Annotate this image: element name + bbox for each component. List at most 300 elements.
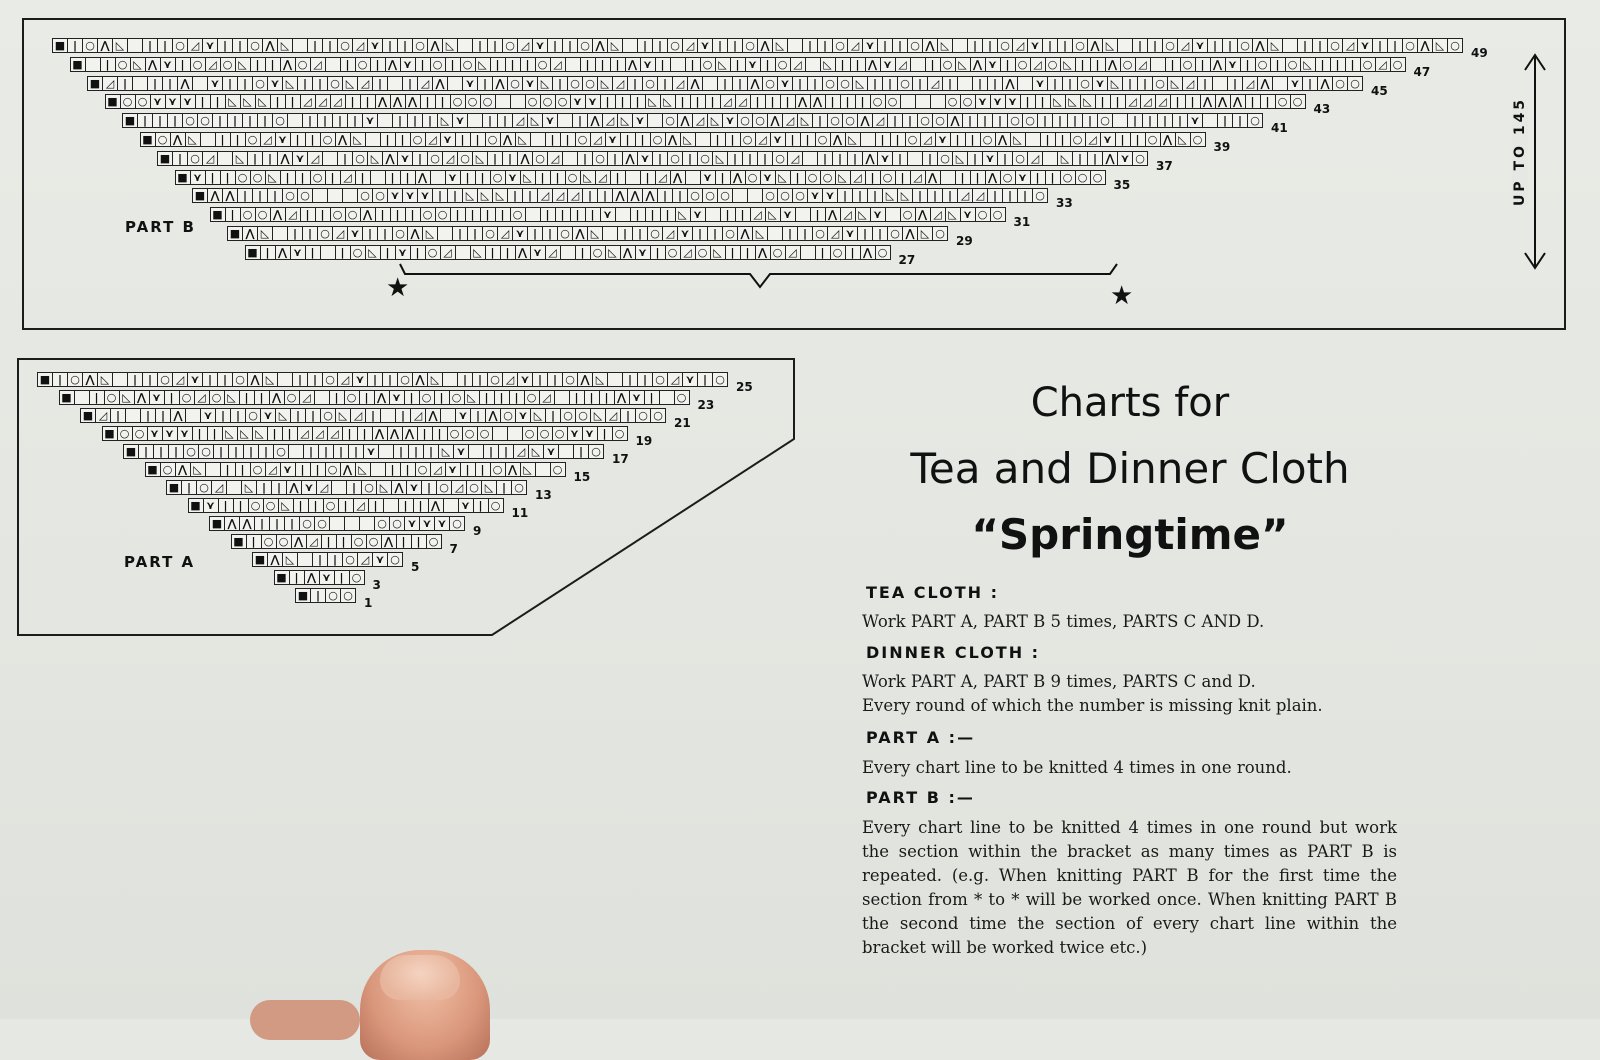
part-b-chart-cell: ○ xyxy=(282,188,298,203)
part-b-chart-cell xyxy=(365,132,381,147)
part-b-chart-cell: ○ xyxy=(540,94,556,109)
part-b-chart-cell: ○ xyxy=(885,94,901,109)
part-a-chart-cell: ⋎ xyxy=(453,444,469,459)
part-b-chart-cell: ◺ xyxy=(715,57,731,72)
part-b-chart-cell xyxy=(957,76,973,91)
part-a-chart-cell: | xyxy=(233,498,249,513)
part-b-chart-cell: ◺ xyxy=(937,38,953,53)
part-b-chart-cell: ○ xyxy=(932,113,948,128)
part-b-chart-cell: ⋎ xyxy=(1100,132,1116,147)
part-a-chart-cell: ○ xyxy=(104,390,120,405)
part-b-chart-cell: ○ xyxy=(1180,57,1196,72)
part-a-chart-cell: | xyxy=(140,408,156,423)
part-b-chart-cell: ⋎ xyxy=(780,207,796,222)
part-a-chart-cell: ○ xyxy=(340,588,356,603)
star-marker-left: ★ xyxy=(386,273,410,303)
part-a-chart-cell: | xyxy=(417,426,433,441)
part-a-chart-cell: ◿ xyxy=(95,408,111,423)
part-b-chart-cell: ○ xyxy=(1285,57,1301,72)
part-a-chart-cell: ○ xyxy=(132,426,148,441)
part-b-chart-cell: | xyxy=(1302,76,1318,91)
part-a-chart-cell: | xyxy=(228,444,244,459)
part-b-chart-cell: ⋀ xyxy=(587,113,603,128)
part-b-chart-cell: ⋎ xyxy=(777,76,793,91)
part-b-chart-cell: | xyxy=(175,57,191,72)
part-b-chart-cell: ⋎ xyxy=(362,113,378,128)
part-a-chart-cell: | xyxy=(292,372,308,387)
part-b-chart-cell: ⋀ xyxy=(415,170,431,185)
part-b-chart-cell xyxy=(327,188,343,203)
part-b-chart-cell: | xyxy=(965,132,981,147)
part-b-chart-cell: | xyxy=(432,188,448,203)
part-b-chart-cell: ◿ xyxy=(550,57,566,72)
part-b-chart-cell: ⋎ xyxy=(1117,151,1133,166)
part-a-chart-cell: | xyxy=(235,462,251,477)
part-a-chart-cell: ○ xyxy=(588,444,604,459)
part-b-chart-cell xyxy=(430,170,446,185)
part-a-chart-cell: ◺ xyxy=(97,372,113,387)
part-a-chart-cell: ⋎ xyxy=(280,462,296,477)
part-b-chart-cell: | xyxy=(657,76,673,91)
part-a-chart-cell: ○ xyxy=(284,390,300,405)
part-b-chart-cell: ⋎ xyxy=(1192,38,1208,53)
part-b-chart-cell: ○ xyxy=(932,226,948,241)
part-b-chart-cell: ◺ xyxy=(442,38,458,53)
part-b-chart-cell: ⋀ xyxy=(902,226,918,241)
part-b-chart-cell: ◺ xyxy=(342,76,358,91)
part-a-chart-cell: ○ xyxy=(276,534,292,549)
part-b-chart-cell: ⋎ xyxy=(870,207,886,222)
part-a-chart-cell: ○ xyxy=(325,588,341,603)
part-b-chart-cell: ○ xyxy=(392,226,408,241)
part-b-chart-cell: | xyxy=(407,113,423,128)
part-b-chart-cell: | xyxy=(1207,38,1223,53)
part-b-chart-cell: ○ xyxy=(565,170,581,185)
part-b-chart-cell: | xyxy=(480,207,496,222)
part-b-chart-cell: ◺ xyxy=(660,94,676,109)
part-a-chart-cell: | xyxy=(404,390,420,405)
part-a-heading: PART A :— xyxy=(866,728,976,747)
part-b-chart-cell: ○ xyxy=(220,57,236,72)
part-b-chart-cell: ○ xyxy=(430,57,446,72)
part-a-chart-cell: | xyxy=(307,372,323,387)
part-b-chart-cell: | xyxy=(467,226,483,241)
part-b-chart-cell: | xyxy=(267,188,283,203)
part-b-chart-row-number: 49 xyxy=(1471,46,1488,60)
part-b-chart-cell: ○ xyxy=(642,76,658,91)
part-b-chart-cell: ○ xyxy=(722,226,738,241)
part-b-chart-cell: ○ xyxy=(1255,57,1271,72)
part-a-chart-cell: ◺ xyxy=(237,426,253,441)
part-b-chart-cell: ◿ xyxy=(602,113,618,128)
part-b-chart-cell: | xyxy=(485,245,501,260)
part-b-chart-cell: | xyxy=(222,76,238,91)
part-a-chart-cell xyxy=(125,408,141,423)
part-b-chart-cell: ⋀ xyxy=(622,151,638,166)
part-a-chart-cell: ○ xyxy=(198,444,214,459)
part-a-chart-cell: ○ xyxy=(157,372,173,387)
part-b-chart-cell xyxy=(387,76,403,91)
part-b-chart-cell: | xyxy=(867,188,883,203)
part-b-chart-cell: ⋀ xyxy=(207,188,223,203)
part-b-chart-cell: ■ xyxy=(70,57,86,72)
part-b-chart-cell: ○ xyxy=(980,132,996,147)
part-a-chart-cell: ◿ xyxy=(451,480,467,495)
part-b-chart-cell: ◿ xyxy=(285,207,301,222)
part-b-chart-cell: ⋀ xyxy=(515,245,531,260)
part-a-chart-cell xyxy=(383,498,399,513)
part-a-chart-cell xyxy=(297,552,313,567)
part-b-chart-cell: | xyxy=(977,113,993,128)
part-a-chart-cell: | xyxy=(509,390,525,405)
part-a-chart-cell: | xyxy=(470,408,486,423)
part-a-chart-cell: ◿ xyxy=(357,552,373,567)
part-b-chart-cell: ○ xyxy=(822,76,838,91)
part-b-chart-cell: ○ xyxy=(737,113,753,128)
part-b-chart-cell: ◺ xyxy=(820,57,836,72)
part-b-chart-cell: ⋀ xyxy=(922,38,938,53)
star-marker-right: ★ xyxy=(1110,281,1134,311)
part-b-chart-cell: | xyxy=(1172,113,1188,128)
part-b-chart-cell: | xyxy=(490,57,506,72)
part-b-chart-cell: ◺ xyxy=(797,113,813,128)
part-b-chart-cell: | xyxy=(817,151,833,166)
part-b-chart-cell: | xyxy=(415,57,431,72)
part-b-chart-cell: ⋎ xyxy=(452,113,468,128)
part-b-chart-cell: | xyxy=(597,188,613,203)
part-b-chart-cell: ◿ xyxy=(930,207,946,222)
part-b-chart-cell: ○ xyxy=(582,76,598,91)
part-b-chart-row xyxy=(193,188,1048,203)
part-b-chart-cell: ⋀ xyxy=(862,151,878,166)
part-b-chart-cell: ⋀ xyxy=(390,94,406,109)
part-b-chart-cell: ◿ xyxy=(927,76,943,91)
part-a-chart-cell: ⋀ xyxy=(134,390,150,405)
part-b-chart-cell: | xyxy=(410,245,426,260)
part-b-chart-cell: | xyxy=(552,76,568,91)
part-b-chart-cell: ○ xyxy=(897,76,913,91)
part-b-chart-cell: ⋀ xyxy=(385,57,401,72)
part-a-chart-cell: ○ xyxy=(374,516,390,531)
part-b-chart-cell: ○ xyxy=(510,207,526,222)
part-a-chart-cell: ○ xyxy=(314,516,330,531)
part-a-chart-cell: ○ xyxy=(426,534,442,549)
part-b-chart-cell: ○ xyxy=(337,38,353,53)
part-a-chart-cell xyxy=(185,408,201,423)
part-b-chart-cell: ⋎ xyxy=(417,188,433,203)
part-a-chart-cell xyxy=(607,372,623,387)
part-b-chart-cell: ⋀ xyxy=(427,38,443,53)
part-b-chart-cell: ◺ xyxy=(645,94,661,109)
part-b-chart-cell: ○ xyxy=(830,245,846,260)
part-b-chart-row xyxy=(228,226,948,241)
part-a-chart-cell: ⋀ xyxy=(82,372,98,387)
part-b-chart-cell: ⋎ xyxy=(822,188,838,203)
part-b-chart-cell: ○ xyxy=(1075,170,1091,185)
part-a-chart-cell: | xyxy=(310,462,326,477)
part-b-chart-cell: ■ xyxy=(87,76,103,91)
part-b-chart-cell: ◺ xyxy=(1432,38,1448,53)
part-b-chart-cell: ◿ xyxy=(102,76,118,91)
part-b-chart-cell: | xyxy=(1227,76,1243,91)
part-b-chart-cell: ◿ xyxy=(497,226,513,241)
part-b-chart-cell: | xyxy=(845,245,861,260)
part-b-chart-cell: | xyxy=(527,226,543,241)
part-b-chart-row xyxy=(141,132,1206,147)
part-a-chart-cell: ◿ xyxy=(265,462,281,477)
part-b-chart-cell: | xyxy=(712,38,728,53)
part-b-chart-cell: ⋎ xyxy=(877,151,893,166)
part-a-chart-cell: | xyxy=(620,408,636,423)
part-a-chart-cell xyxy=(659,390,675,405)
part-b-chart-cell: | xyxy=(812,113,828,128)
part-b-chart-cell: ○ xyxy=(667,38,683,53)
part-b-chart-cell: ○ xyxy=(485,132,501,147)
part-b-chart-cell xyxy=(342,188,358,203)
part-a-chart-cell: ⋀ xyxy=(267,552,283,567)
part-a-chart-cell: | xyxy=(599,390,615,405)
part-a-chart-cell: ⋎ xyxy=(458,498,474,513)
part-b-chart-cell: ◺ xyxy=(367,151,383,166)
part-b-chart-cell: ⋎ xyxy=(160,57,176,72)
part-b-chart-cell: ○ xyxy=(1132,151,1148,166)
part-b-chart-cell: | xyxy=(1110,94,1126,109)
part-b-chart-cell xyxy=(952,38,968,53)
part-b-chart-cell: ○ xyxy=(295,57,311,72)
part-b-chart-cell: ⋎ xyxy=(585,94,601,109)
part-b-chart-cell: ⋀ xyxy=(1230,94,1246,109)
part-a-chart-cell: ◿ xyxy=(513,444,529,459)
part-a-chart-cell: | xyxy=(239,390,255,405)
part-b-chart-cell: | xyxy=(902,113,918,128)
part-a-chart-row xyxy=(81,408,666,423)
part-b-chart-cell: | xyxy=(987,188,1003,203)
part-a-chart-cell xyxy=(288,444,304,459)
part-b-chart-cell xyxy=(217,151,233,166)
part-b-chart-cell: | xyxy=(147,76,163,91)
part-b-chart-cell: | xyxy=(802,38,818,53)
part-b-chart-cell: | xyxy=(620,132,636,147)
part-a-chart-cell: | xyxy=(267,426,283,441)
part-a-chart-cell: ◿ xyxy=(172,372,188,387)
part-b-chart-cell: ○ xyxy=(567,76,583,91)
part-a-chart-cell: ◿ xyxy=(667,372,683,387)
part-a-chart-cell: | xyxy=(303,444,319,459)
part-b-chart-cell xyxy=(787,38,803,53)
part-a-chart-cell: ○ xyxy=(550,462,566,477)
part-a-chart-cell: | xyxy=(483,444,499,459)
part-b-chart-cell: ◺ xyxy=(537,76,553,91)
part-b-chart-cell: ⋀ xyxy=(375,94,391,109)
part-a-chart-cell xyxy=(74,390,90,405)
part-a-chart-row-number: 5 xyxy=(411,560,420,574)
part-a-chart-cell: ⋀ xyxy=(387,426,403,441)
part-b-chart-cell: | xyxy=(717,76,733,91)
part-b-chart-cell: | xyxy=(857,226,873,241)
part-a-chart-cell: ⋎ xyxy=(389,390,405,405)
part-a-chart-cell: ◺ xyxy=(481,480,497,495)
part-b-chart-cell xyxy=(910,57,926,72)
part-b-chart-cell: ○ xyxy=(575,132,591,147)
part-a-chart-row-number: 7 xyxy=(449,542,458,556)
part-a-chart-cell: ⋎ xyxy=(682,372,698,387)
part-a-chart-cell: ◺ xyxy=(335,408,351,423)
part-b-chart-cell: | xyxy=(942,188,958,203)
part-b-chart-cell: | xyxy=(1240,57,1256,72)
part-b-chart-cell: ○ xyxy=(135,94,151,109)
part-a-chart-cell: | xyxy=(597,426,613,441)
part-b-chart-cell: ◺ xyxy=(587,226,603,241)
part-b-chart-cell: | xyxy=(167,113,183,128)
part-b-chart-cell: ⋀ xyxy=(925,170,941,185)
part-b-chart-cell xyxy=(132,76,148,91)
part-a-chart-row xyxy=(124,444,604,459)
part-b-chart-row-number: 45 xyxy=(1371,83,1388,98)
part-b-chart-cell: ○ xyxy=(427,151,443,166)
part-b-chart-cell: | xyxy=(547,38,563,53)
part-a-chart-cell: | xyxy=(305,408,321,423)
part-b-chart-cell: ○ xyxy=(805,170,821,185)
part-b-chart-cell xyxy=(1017,76,1033,91)
part-b-chart-cell: ⋎ xyxy=(165,94,181,109)
part-b-chart-cell: | xyxy=(575,245,591,260)
part-a-chart-cell: ⋎ xyxy=(629,390,645,405)
part-b-chart-cell: ⋎ xyxy=(770,132,786,147)
part-b-chart-cell: ○ xyxy=(832,38,848,53)
part-b-chart-cell: ⋀ xyxy=(857,113,873,128)
part-b-chart-cell: | xyxy=(1222,38,1238,53)
part-b-chart-cell: ◿ xyxy=(340,170,356,185)
part-b-chart-cell: ○ xyxy=(667,151,683,166)
part-b-chart-cell: ⋀ xyxy=(627,188,643,203)
part-b-chart-cell: ○ xyxy=(762,76,778,91)
part-b-chart-cell: ■ xyxy=(192,188,208,203)
part-b-chart-cell: | xyxy=(675,94,691,109)
part-b-chart-cell: ◿ xyxy=(920,132,936,147)
part-b-chart-cell: ⋀ xyxy=(612,188,628,203)
part-b-chart-cell: ○ xyxy=(842,113,858,128)
part-b-chart-cell: ◺ xyxy=(710,245,726,260)
part-a-chart-cell: ○ xyxy=(160,462,176,477)
part-b-chart-cell: ⋀ xyxy=(670,170,686,185)
part-b-chart-cell: | xyxy=(760,57,776,72)
part-b-chart-cell xyxy=(1282,38,1298,53)
part-a-chart-cell: | xyxy=(308,498,324,513)
part-a-chart-cell: ⋀ xyxy=(340,462,356,477)
part-b-chart-cell: ○ xyxy=(350,245,366,260)
part-b-chart-cell: ⋎ xyxy=(880,57,896,72)
part-b-chart-cell: | xyxy=(645,207,661,222)
part-b-chart-cell: ○ xyxy=(1000,170,1016,185)
part-b-chart-cell: ⋀ xyxy=(97,38,113,53)
part-b-chart-cell: | xyxy=(545,132,561,147)
part-b-chart-cell: | xyxy=(720,207,736,222)
part-b-chart-cell: ○ xyxy=(917,113,933,128)
part-b-chart-cell: ○ xyxy=(827,113,843,128)
part-b-chart-cell: ○ xyxy=(1090,170,1106,185)
part-b-chart-cell: ○ xyxy=(557,226,573,241)
part-b-chart-cell: ◿ xyxy=(680,245,696,260)
part-b-chart-cell: | xyxy=(1002,188,1018,203)
part-b-chart-cell: ◺ xyxy=(855,207,871,222)
part-b-chart-cell: ⋀ xyxy=(242,226,258,241)
part-b-chart-cell: ◺ xyxy=(1057,151,1073,166)
part-a-chart-cell: ⋎ xyxy=(200,408,216,423)
part-b-chart-cell: ○ xyxy=(532,151,548,166)
part-b-chart-cell: ◺ xyxy=(1175,132,1191,147)
part-b-chart-cell: | xyxy=(1270,57,1286,72)
part-b-chart-cell: | xyxy=(1057,38,1073,53)
part-b-chart-cell: | xyxy=(345,94,361,109)
part-b-chart-cell xyxy=(1112,113,1128,128)
part-b-chart-cell: ○ xyxy=(1007,113,1023,128)
part-b-chart-cell: ⋀ xyxy=(1002,76,1018,91)
part-b-chart-row xyxy=(176,170,1106,185)
part-a-chart-cell xyxy=(380,408,396,423)
part-b-chart-cell xyxy=(1025,132,1041,147)
part-b-chart-cell: | xyxy=(672,188,688,203)
part-a-chart-cell: ○ xyxy=(209,390,225,405)
part-b-chart-cell: ◺ xyxy=(240,94,256,109)
part-b-chart-cell: ○ xyxy=(820,170,836,185)
part-b-chart-cell: ○ xyxy=(1022,113,1038,128)
part-b-chart-cell xyxy=(467,113,483,128)
part-b-chart-cell: | xyxy=(1030,170,1046,185)
part-a-chart-cell: ○ xyxy=(179,390,195,405)
part-b-chart-cell: | xyxy=(142,38,158,53)
part-a-chart-cell: ■ xyxy=(80,408,96,423)
part-a-chart-cell: ◺ xyxy=(190,462,206,477)
part-a-chart-cell: ⋀ xyxy=(175,462,191,477)
part-b-chart-cell: ○ xyxy=(880,170,896,185)
part-a-chart-cell: ○ xyxy=(366,534,382,549)
part-b-chart-cell xyxy=(85,57,101,72)
part-b-chart-cell: | xyxy=(997,151,1013,166)
part-b-chart-cell: ■ xyxy=(227,226,243,241)
part-b-chart-row-number: 27 xyxy=(898,252,916,267)
part-a-chart-cell xyxy=(535,462,551,477)
part-b-chart-cell: ◺ xyxy=(752,226,768,241)
part-b-chart-cell: | xyxy=(435,94,451,109)
part-b-chart-cell: ◺ xyxy=(277,38,293,53)
part-b-chart-cell: ◺ xyxy=(607,38,623,53)
part-b-chart-cell: ◿ xyxy=(1085,132,1101,147)
part-a-chart-cell: ◺ xyxy=(278,498,294,513)
tea-cloth-text: Work PART A, PART B 5 times, PARTS C AND D. xyxy=(862,612,1265,631)
part-b-chart-cell: | xyxy=(962,113,978,128)
part-a-chart-cell: ○ xyxy=(560,408,576,423)
part-b-chart-cell: | xyxy=(750,94,766,109)
part-b-chart-cell: | xyxy=(610,57,626,72)
part-b-chart-cell: ○ xyxy=(357,188,373,203)
part-a-chart-cell: | xyxy=(413,498,429,513)
part-b-chart-cell: ◿ xyxy=(787,151,803,166)
part-b-chart-cell: ○ xyxy=(465,94,481,109)
part-b-chart-cell xyxy=(885,207,901,222)
part-b-chart-cell: ○ xyxy=(662,113,678,128)
part-b-chart-cell: | xyxy=(825,94,841,109)
part-b-chart-cell: ⋎ xyxy=(1225,57,1241,72)
part-b-chart-cell: ⋎ xyxy=(292,151,308,166)
part-a-chart-cell: | xyxy=(496,480,512,495)
part-b-chart-cell: ○ xyxy=(837,76,853,91)
part-b-chart-cell: | xyxy=(470,132,486,147)
part-b-chart-cell: ⋎ xyxy=(600,207,616,222)
part-b-chart-cell: ◺ xyxy=(1300,57,1316,72)
part-b-chart-cell: | xyxy=(382,38,398,53)
part-b-chart-cell: ⋀ xyxy=(737,226,753,241)
part-b-chart-cell: | xyxy=(817,38,833,53)
